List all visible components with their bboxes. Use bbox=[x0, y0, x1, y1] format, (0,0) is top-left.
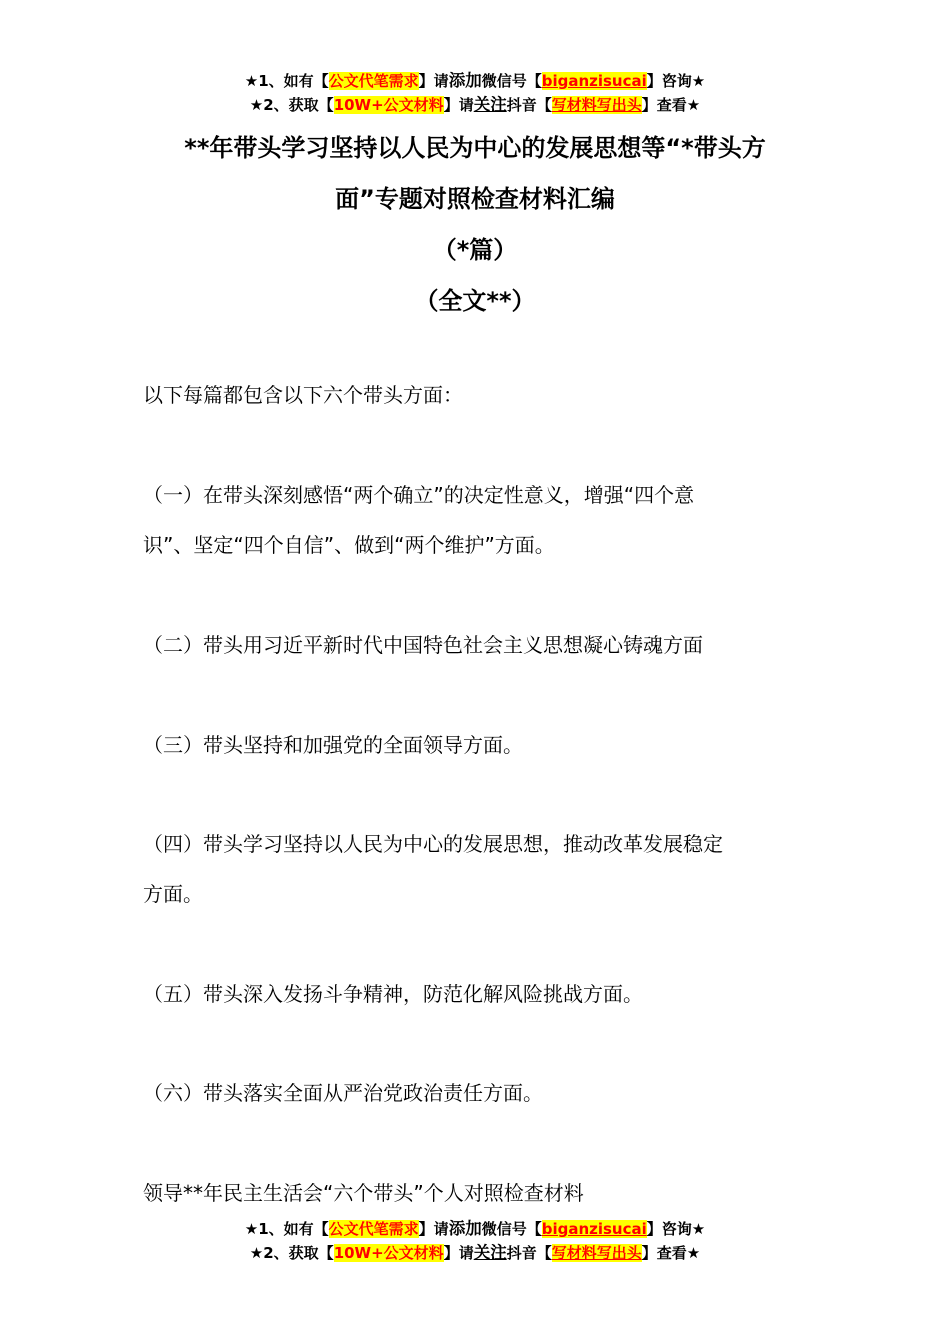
header-banner-line-1 bbox=[0, 70, 950, 92]
highlight-service: 公文代笔需求 bbox=[328, 72, 419, 90]
highlight-materials: 10W+公文材料 bbox=[333, 96, 444, 114]
banner-emphasis: 添加 bbox=[448, 71, 482, 90]
highlight-wechat-id: biganzisucai bbox=[541, 1220, 647, 1238]
banner-text: 】请 bbox=[443, 96, 474, 114]
section-heading: 领导**年民主生活会“六个带头”个人对照检查材料 bbox=[143, 1181, 584, 1205]
banner-text: 】咨询★ bbox=[646, 1220, 706, 1238]
list-item-4-line-2: 方面。 bbox=[143, 882, 203, 906]
banner-emphasis: 添加 bbox=[448, 1219, 482, 1238]
banner-text: 】咨询★ bbox=[646, 72, 706, 90]
banner-text: 】请 bbox=[418, 72, 449, 90]
document-title-line-2: 面”专题对照检查材料汇编 bbox=[335, 185, 615, 213]
list-item-3: （三）带头坚持和加强党的全面领导方面。 bbox=[143, 733, 523, 757]
banner-text: 】查看★ bbox=[641, 1244, 701, 1262]
banner-text: ★1、如有【 bbox=[244, 1220, 329, 1238]
banner-text: 】请 bbox=[418, 1220, 449, 1238]
document-title-count: （*篇） bbox=[432, 236, 518, 264]
banner-text: ★1、如有【 bbox=[244, 72, 329, 90]
footer-banner-line-2 bbox=[0, 1242, 950, 1264]
banner-text: 微信号【 bbox=[481, 1220, 542, 1238]
highlight-materials: 10W+公文材料 bbox=[333, 1244, 444, 1262]
banner-text: ★2、获取【 bbox=[249, 96, 334, 114]
list-item-1-line-1: （一）在带头深刻感悟“两个确立”的决定性意义，增强“四个意 bbox=[143, 483, 695, 507]
banner-text: 】请 bbox=[443, 1244, 474, 1262]
banner-emphasis: 关注 bbox=[473, 1243, 507, 1262]
banner-text: 抖音【 bbox=[506, 96, 552, 114]
highlight-wechat-id: biganzisucai bbox=[541, 72, 647, 90]
highlight-service: 公文代笔需求 bbox=[328, 1220, 419, 1238]
footer-banner-line-1 bbox=[0, 1218, 950, 1240]
list-item-2: （二）带头用习近平新时代中国特色社会主义思想凝心铸魂方面 bbox=[143, 633, 703, 657]
document-title-fulltext: （全文**） bbox=[414, 287, 536, 315]
banner-emphasis: 关注 bbox=[473, 95, 507, 114]
list-item-1-line-2: 识”、坚定“四个自信”、做到“两个维护”方面。 bbox=[143, 533, 555, 557]
header-banner-line-2 bbox=[0, 94, 950, 116]
banner-text: 微信号【 bbox=[481, 72, 542, 90]
list-item-6: （六）带头落实全面从严治党政治责任方面。 bbox=[143, 1081, 543, 1105]
banner-text: ★2、获取【 bbox=[249, 1244, 334, 1262]
banner-text: 】查看★ bbox=[641, 96, 701, 114]
list-item-5: （五）带头深入发扬斗争精神，防范化解风险挑战方面。 bbox=[143, 982, 643, 1006]
highlight-douyin-id: 写材料写出头 bbox=[551, 1244, 642, 1262]
intro-paragraph: 以下每篇都包含以下六个带头方面： bbox=[143, 383, 463, 407]
document-title-line-1: **年带头学习坚持以人民为中心的发展思想等“*带头方 bbox=[184, 134, 766, 162]
banner-text: 抖音【 bbox=[506, 1244, 552, 1262]
list-item-4-line-1: （四）带头学习坚持以人民为中心的发展思想，推动改革发展稳定 bbox=[143, 832, 723, 856]
highlight-douyin-id: 写材料写出头 bbox=[551, 96, 642, 114]
